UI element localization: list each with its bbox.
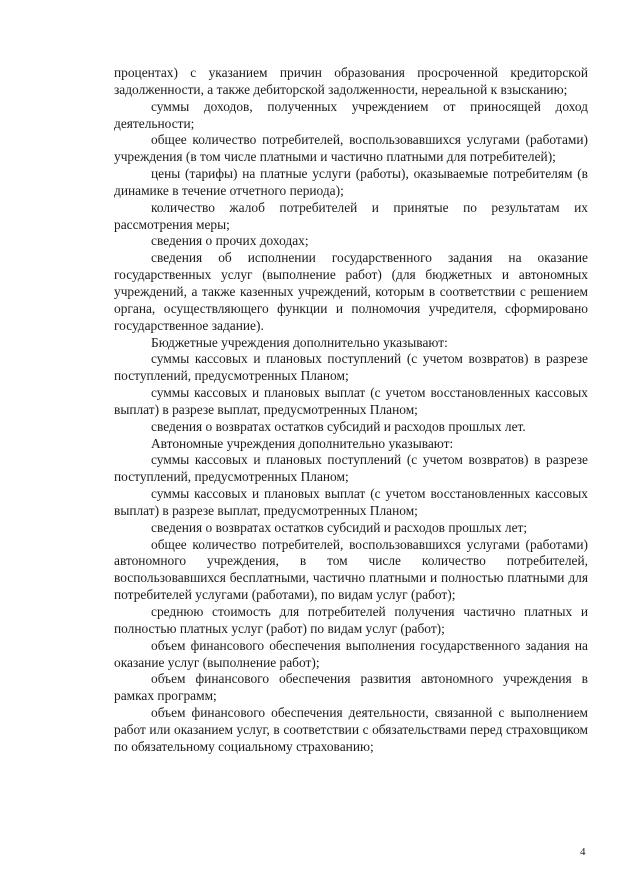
paragraph: суммы кассовых и плановых поступлений (с учетом возвратов) в разрезе поступлений, предусмотренных Планом; bbox=[114, 452, 588, 485]
paragraph: цены (тарифы) на платные услуги (работы), оказываемые потребителям (в динамике в течение отчетного периода); bbox=[114, 166, 588, 198]
paragraph: общее количество потребителей, воспользовавшихся услугами (работами) автономного учреждения, в том числе количество потребителей, воспользовавшихся бесплатными, частично платными и полностью платными для потребителей услугами (работами), по видам услуг (работ); bbox=[114, 536, 588, 603]
paragraph: суммы кассовых и плановых выплат (с учетом восстановленных кассовых выплат) в разрезе выплат, предусмотренных Планом; bbox=[114, 486, 588, 518]
paragraph: процентах) с указанием причин образования просроченной кредиторской задолженности, а также дебиторской задолженности, нереальной к взысканию; bbox=[114, 65, 588, 97]
section-heading: Автономные учреждения дополнительно указывают: bbox=[151, 435, 454, 451]
paragraph: объем финансового обеспечения развития автономного учреждения в рамках программ; bbox=[114, 671, 588, 704]
paragraph: суммы кассовых и плановых выплат (с учетом восстановленных кассовых выплат) в разрезе выплат, предусмотренных Планом; bbox=[114, 385, 588, 417]
section-heading: Бюджетные учреждения дополнительно указывают: bbox=[151, 334, 448, 350]
paragraph: количество жалоб потребителей и принятые по результатам их рассмотрения меры; bbox=[114, 199, 588, 232]
paragraph: сведения о возвратах остатков субсидий и расходов прошлых лет; bbox=[151, 519, 528, 535]
document-body bbox=[114, 65, 588, 756]
paragraph: среднюю стоимость для потребителей получения частично платных и полностью платных услуг (работ) по видам услуг (работ); bbox=[114, 604, 588, 636]
paragraph: суммы кассовых и плановых поступлений (с учетом возвратов) в разрезе поступлений, предусмотренных Планом; bbox=[114, 351, 588, 384]
page-number: 4 bbox=[580, 846, 586, 858]
paragraph: общее количество потребителей, воспользовавшихся услугами (работами) учреждения (в том числе платными и частично платными для потребителей); bbox=[114, 132, 588, 165]
paragraph: сведения об исполнении государственного задания на оказание государственных услуг (выполнение работ) (для бюджетных и автономных учреждений, а также казенных учреждений, которым в соответствии с решением органа, осуществляющего функции и полномочия учредителя, сформировано государственное задание). bbox=[114, 250, 588, 333]
paragraph: суммы доходов, полученных учреждением от приносящей доход деятельности; bbox=[114, 98, 588, 131]
paragraph: объем финансового обеспечения деятельности, связанной с выполнением работ или оказанием услуг, в соответствии с обязательствами перед страховщиком по обязательному социальному страхованию; bbox=[114, 705, 588, 754]
paragraph: объем финансового обеспечения выполнения государственного задания на оказание услуг (выполнение работ); bbox=[114, 637, 588, 670]
paragraph: сведения о прочих доходах; bbox=[151, 233, 309, 249]
paragraph: сведения о возвратах остатков субсидий и расходов прошлых лет. bbox=[151, 418, 526, 434]
